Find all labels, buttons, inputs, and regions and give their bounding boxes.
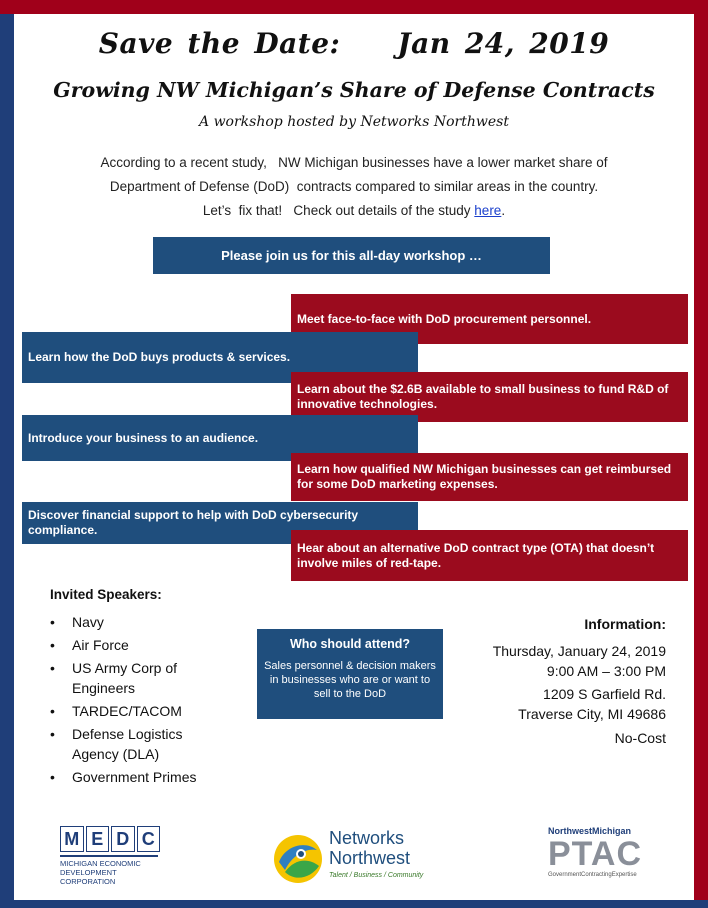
save-the-date-title: Save the Date: Jan 24, 2019: [98, 27, 610, 60]
event-subtitle: Growing NW Michigan’s Share of Defense Contracts: [53, 78, 655, 102]
join-banner: Please join us for this all-day workshop …: [153, 237, 550, 274]
info-cost: No-Cost: [614, 730, 666, 746]
medc-rule: [60, 855, 158, 857]
speaker-item: • Air Force: [50, 635, 222, 655]
bar-ota-contracts: Hear about an alternative DoD contract type (OTA) that doesn’t involve miles of red-tape.: [291, 530, 688, 581]
intro-line-2: Department of Defense (DoD) contracts compared to similar areas in the country.: [109, 179, 599, 194]
networks-northwest-logo: [271, 828, 441, 892]
info-time: 9:00 AM – 3:00 PM: [546, 663, 666, 679]
medc-letter: C: [137, 826, 161, 852]
medc-sub-2: DEVELOPMENT CORPORATION: [60, 868, 117, 886]
networks-northwest-mark-icon: [271, 832, 325, 886]
bar-introduce-business: Introduce your business to an audience.: [22, 415, 418, 461]
bottom-border: [0, 900, 708, 908]
info-heading: Information:: [584, 616, 666, 632]
medc-logo: [60, 826, 160, 886]
flyer-page: [14, 14, 694, 900]
speakers-list: [50, 612, 222, 790]
intro-line-3: [14, 203, 694, 218]
info-date: Thursday, January 24, 2019: [492, 643, 666, 659]
right-border: [694, 14, 708, 908]
medc-letter: D: [111, 826, 135, 852]
bar-sbir-funding: Learn about the $2.6B available to small business to fund R&D of innovative technologies.: [291, 372, 688, 422]
speaker-item: • TARDEC/TACOM: [50, 701, 222, 721]
speaker-item: • Defense Logistics Agency (DLA): [50, 724, 222, 764]
nn-wordmark: [329, 828, 439, 868]
speakers-heading: Invited Speakers:: [50, 587, 162, 602]
info-address-street: 1209 S Garfield Rd.: [543, 686, 666, 702]
bar-learn-dod-buys: Learn how the DoD buys products & services.: [22, 332, 418, 383]
who-body: Sales personnel & decision makers in businesses who are or want to sell to the DoD: [264, 660, 436, 700]
bar-cybersecurity-support: Discover financial support to help with DoD cybersecurity compliance.: [22, 502, 418, 544]
bar-meet-procurement: Meet face-to-face with DoD procurement personnel.: [291, 294, 688, 344]
ptac-top-text: NorthwestMichigan: [548, 826, 632, 836]
intro-line-1: According to a recent study, NW Michigan businesses have a lower market share of: [100, 155, 608, 170]
medc-letter: M: [60, 826, 84, 852]
top-border: [0, 0, 708, 14]
ptac-wordmark: PTAC: [548, 835, 643, 873]
left-border: [0, 14, 14, 908]
nn-tagline: Talent / Business / Community: [329, 872, 424, 879]
speaker-item: • US Army Corp of Engineers: [50, 658, 222, 698]
nn-name-1: Networks: [329, 828, 405, 848]
speaker-item: • Government Primes: [50, 767, 222, 787]
speaker-item: • Navy: [50, 612, 222, 632]
ptac-logo: [548, 826, 648, 892]
who-should-attend-box: [257, 629, 443, 719]
study-link[interactable]: here: [474, 203, 502, 218]
intro-line-3-end: .: [501, 203, 506, 218]
info-address-city: Traverse City, MI 49686: [518, 706, 666, 722]
bar-marketing-reimbursement: Learn how qualified NW Michigan businesses can get reimbursed for some DoD marketing expenses.: [291, 453, 688, 501]
nn-name-2: Northwest: [329, 848, 411, 868]
medc-sub-1: MICHIGAN ECONOMIC: [60, 859, 141, 868]
who-title: Who should attend?: [289, 637, 411, 651]
hosted-by-line: A workshop hosted by Networks Northwest: [199, 114, 509, 130]
intro-line-3-text: Let’s fix that! Check out details of the study: [202, 203, 475, 218]
medc-letter: E: [86, 826, 110, 852]
ptac-subtext: GovernmentContractingExpertise: [548, 872, 637, 878]
